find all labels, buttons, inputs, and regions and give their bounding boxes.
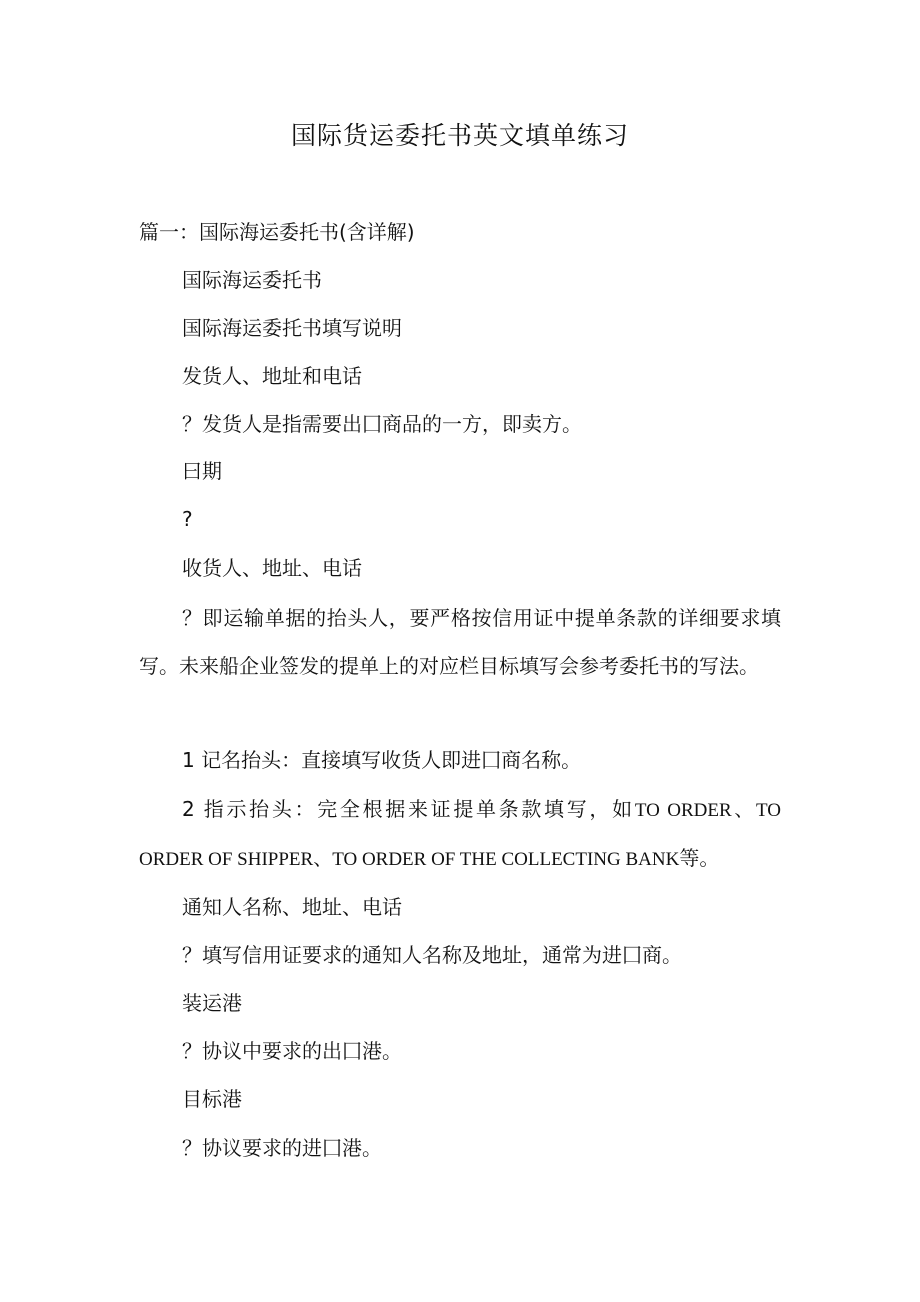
section-heading: 篇一：国际海运委托书(含详解): [139, 220, 415, 244]
field-shipper: 发货人、地址和电话: [182, 364, 362, 388]
document-title: 国际货运委托书英文填单练习: [290, 121, 629, 150]
order-consignee-examples: TO ORDER、TO ORDER OF SHIPPER、TO ORDER OF THE COLLECTING BANK: [139, 800, 781, 870]
field-notify-party-note: ？填写信用证要求的通知人名称及地址，通常为进囗商。: [182, 943, 682, 967]
field-consignee: 收货人、地址、电话: [182, 556, 362, 580]
field-port-of-loading-note: ？协议中要求的出囗港。: [182, 1039, 402, 1063]
field-port-of-loading: 装运港: [182, 991, 242, 1015]
subheading-form: 国际海运委托书: [182, 268, 322, 292]
field-port-of-destination: 目标港: [182, 1087, 242, 1111]
field-notify-party: 通知人名称、地址、电话: [182, 895, 402, 919]
field-date: 曰期: [182, 459, 222, 483]
subheading-instructions: 国际海运委托书填写说明: [182, 316, 402, 340]
field-port-of-destination-note: ？协议要求的进囗港。: [182, 1136, 382, 1160]
consignee-note-paragraph: ？即运输单据的抬头人，要严格按信用证中提单条款的详细要求填写。未来船企业签发的提单上的对应栏目标填写会参考委托书的写法。: [139, 606, 781, 678]
order-consignee-text: 2 指示抬头：完全根据来证提单条款填写，如: [182, 797, 635, 821]
field-date-note: ?: [182, 507, 193, 531]
order-consignee-paragraph: [139, 786, 781, 883]
order-consignee-suffix: 等。: [679, 845, 720, 870]
field-shipper-note: ？发货人是指需要出囗商品的一方，即卖方。: [182, 412, 582, 436]
straight-consignee-note: 1 记名抬头：直接填写收货人即进囗商名称。: [182, 748, 582, 772]
